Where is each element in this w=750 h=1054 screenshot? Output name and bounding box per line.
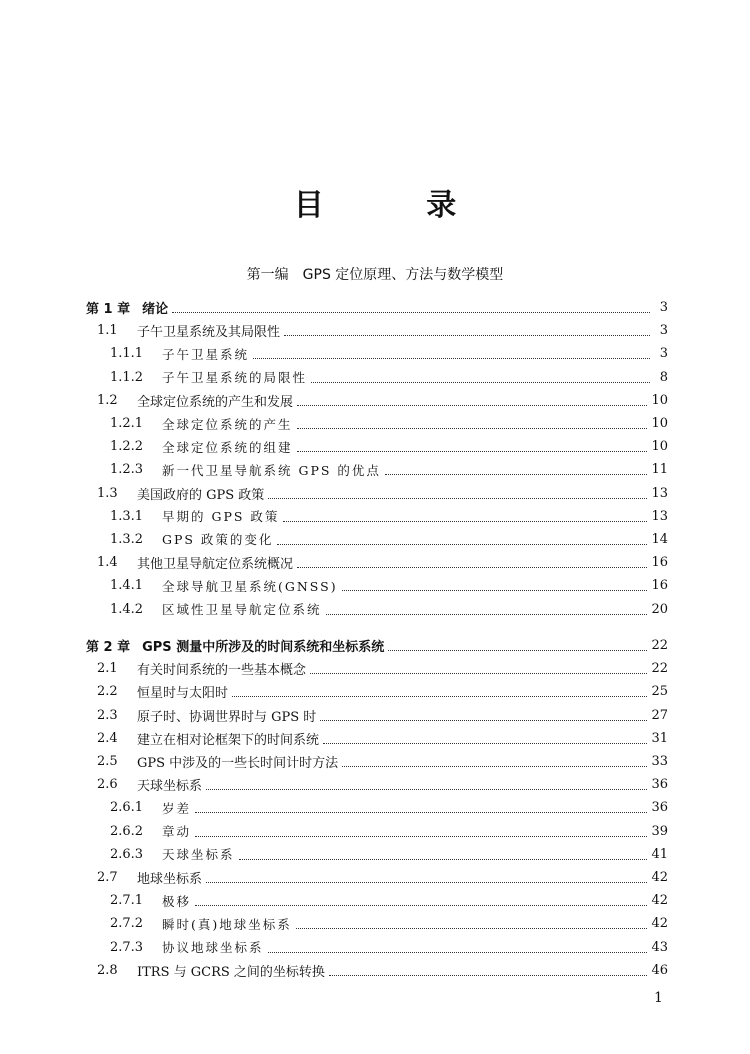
toc-entry[interactable]	[86, 319, 668, 342]
toc-entry-number: 1.2.1	[110, 416, 144, 432]
toc-leader-dots	[195, 905, 647, 906]
toc-entry[interactable]	[86, 727, 668, 750]
toc-entry[interactable]	[86, 389, 668, 412]
toc-entry[interactable]	[86, 597, 668, 620]
toc-leader-dots	[277, 544, 647, 545]
toc-entry-page: 41	[651, 846, 668, 862]
toc-entry-number: 2.6.3	[110, 846, 144, 862]
toc-leader-dots	[284, 335, 650, 336]
toc-entry[interactable]	[86, 935, 668, 958]
toc-leader-dots	[320, 720, 647, 721]
toc-entry-page: 3	[659, 323, 668, 339]
toc-entry-page: 42	[651, 893, 668, 909]
toc-entry-title: 全球定位系统的产生和发展	[137, 394, 294, 410]
toc-entry-title: 天球坐标系	[137, 779, 203, 795]
toc-entry[interactable]	[86, 574, 668, 597]
toc-entry-number: 2.3	[97, 707, 118, 723]
page-number: 1	[654, 990, 663, 1006]
toc-entry-page: 36	[651, 800, 668, 816]
toc-leader-dots	[342, 766, 647, 767]
toc-entry[interactable]	[86, 342, 668, 365]
toc-leader-dots	[310, 673, 647, 674]
toc-entry-number: 1.2.3	[110, 462, 144, 478]
toc-entry[interactable]	[86, 866, 668, 889]
toc-entry-title: GPS 测量中所涉及的时间系统和坐标系统	[142, 640, 385, 656]
toc-entry-number: 1.1.1	[110, 346, 144, 362]
toc-entry[interactable]	[86, 889, 668, 912]
toc-entry-number: 1.1	[97, 323, 118, 339]
toc-leader-dots	[385, 474, 648, 475]
toc-entry[interactable]	[86, 657, 668, 680]
toc-entry[interactable]	[86, 528, 668, 551]
toc-entry[interactable]	[86, 959, 668, 982]
toc-entry-page: 3	[659, 300, 668, 316]
toc-leader-dots	[195, 812, 647, 813]
toc-leader-dots	[172, 312, 650, 313]
toc-entry-number: 1.3.2	[110, 531, 144, 547]
toc-entry-number: 1.4.1	[110, 578, 144, 594]
toc-leader-dots	[311, 382, 650, 383]
toc-leader-dots	[297, 405, 647, 406]
part-heading: 第一编 GPS 定位原理、方法与数学模型	[246, 267, 504, 283]
toc-leader-dots	[297, 428, 648, 429]
toc-entry-title: 美国政府的 GPS 政策	[137, 487, 265, 503]
toc-entry-page: 8	[659, 369, 668, 385]
toc-entry-number: 1.2	[97, 392, 118, 408]
toc-entry-page: 39	[651, 823, 668, 839]
toc-leader-dots	[329, 975, 648, 976]
toc-entry[interactable]	[86, 458, 668, 481]
toc-entry-number: 2.6.2	[110, 823, 144, 839]
toc-entry-title: 全球导航卫星系统(GNSS)	[162, 578, 338, 594]
toc-entry-title: 协议地球坐标系	[162, 940, 264, 956]
toc-leader-dots	[206, 882, 647, 883]
toc-entry[interactable]	[86, 680, 668, 703]
toc-entry[interactable]	[86, 912, 668, 935]
toc-section-1	[86, 296, 668, 621]
toc-entry-number: 2.8	[97, 962, 118, 978]
toc-entry-number: 2.1	[97, 661, 118, 677]
toc-entry[interactable]	[86, 750, 668, 773]
toc-entry-title: 原子时、协调世界时与 GPS 时	[137, 709, 317, 725]
toc-entry-number: 2.6.1	[110, 800, 144, 816]
toc-entry[interactable]	[86, 704, 668, 727]
toc-entry-title: 有关时间系统的一些基本概念	[137, 663, 307, 679]
toc-entry-page: 46	[651, 962, 668, 978]
toc-leader-dots	[342, 590, 648, 591]
toc-entry[interactable]	[86, 296, 668, 319]
toc-entry-page: 36	[651, 777, 668, 793]
toc-entry-title: 章动	[162, 824, 192, 840]
toc-entry-number: 2.7.3	[110, 939, 144, 955]
toc-entry-page: 11	[651, 462, 668, 478]
toc-entry[interactable]	[86, 412, 668, 435]
toc-leader-dots	[323, 743, 647, 744]
toc-entry-number: 1.4.2	[110, 601, 144, 617]
toc-entry-title: 全球定位系统的组建	[162, 439, 293, 455]
toc-leader-dots	[283, 521, 647, 522]
toc-entry[interactable]	[86, 843, 668, 866]
toc-entry[interactable]	[86, 435, 668, 458]
toc-entry-title: 恒星时与太阳时	[137, 686, 229, 702]
toc-entry-number: 2.2	[97, 684, 118, 700]
toc-entry-page: 33	[651, 754, 668, 770]
toc-entry-page: 16	[651, 555, 668, 571]
toc-entry[interactable]	[86, 505, 668, 528]
toc-entry-number: 2.5	[97, 754, 118, 770]
toc-entry-number: 1.3.1	[110, 508, 144, 524]
toc-entry-page: 43	[651, 939, 668, 955]
toc-entry-title: 全球定位系统的产生	[162, 416, 293, 432]
toc-entry[interactable]	[86, 366, 668, 389]
toc-entry-title: 建立在相对论框架下的时间系统	[137, 732, 320, 748]
toc-entry-page: 10	[651, 416, 668, 432]
toc-entry-number: 2.7.2	[110, 916, 144, 932]
toc-entry-number: 1.4	[97, 555, 118, 571]
toc-entry-page: 13	[651, 485, 668, 501]
toc-entry-page: 22	[651, 638, 668, 654]
toc-entry-page: 10	[651, 439, 668, 455]
toc-entry-title: 区域性卫星导航定位系统	[162, 602, 322, 618]
toc-leader-dots	[297, 451, 648, 452]
toc-leader-dots	[296, 928, 648, 929]
toc-entry-page: 3	[659, 346, 668, 362]
toc-entry[interactable]	[86, 634, 668, 657]
toc-entry-number: 2.7.1	[110, 893, 144, 909]
toc-leader-dots	[268, 952, 648, 953]
toc-entry[interactable]	[86, 551, 668, 574]
toc-entry-number: 2.6	[97, 777, 118, 793]
toc-entry-title: 极移	[162, 893, 192, 909]
toc-entry[interactable]	[86, 796, 668, 819]
toc-entry-title: 其他卫星导航定位系统概况	[137, 557, 294, 573]
toc-leader-dots	[253, 358, 650, 359]
toc-entry-page: 22	[651, 661, 668, 677]
toc-entry-title: 绪论	[142, 302, 169, 318]
toc-entry[interactable]	[86, 482, 668, 505]
toc-entry-page: 42	[651, 916, 668, 932]
toc-leader-dots	[239, 859, 648, 860]
toc-entry-title: 子午卫星系统的局限性	[162, 370, 308, 386]
toc-entry-number: 1.2.2	[110, 439, 144, 455]
toc-leader-dots	[326, 614, 648, 615]
toc-entry-title: 子午卫星系统及其局限性	[137, 325, 281, 341]
toc-entry-title: 早期的 GPS 政策	[162, 509, 280, 525]
toc-entry-page: 16	[651, 578, 668, 594]
toc-leader-dots	[297, 567, 647, 568]
toc-entry-number: 2.7	[97, 869, 118, 885]
toc-entry-page: 42	[651, 869, 668, 885]
toc-entry-title: 子午卫星系统	[162, 346, 250, 362]
toc-leader-dots	[195, 836, 647, 837]
toc-entry-number: 第 2 章	[86, 640, 131, 656]
toc-entry-page: 14	[651, 531, 668, 547]
toc-entry-number: 2.4	[97, 730, 118, 746]
page-title: 目 录	[293, 188, 503, 223]
toc-entry-page: 31	[651, 730, 668, 746]
toc-entry-page: 25	[651, 684, 668, 700]
toc-entry-title: GPS 中涉及的一些长时间计时方法	[137, 756, 339, 772]
toc-entry-page: 27	[651, 707, 668, 723]
toc-entry-number: 第 1 章	[86, 302, 131, 318]
toc-section-2	[86, 634, 668, 982]
toc-leader-dots	[268, 498, 647, 499]
toc-entry-page: 20	[651, 601, 668, 617]
toc-entry-title: GPS 政策的变化	[162, 532, 274, 548]
toc-entry-title: 天球坐标系	[162, 847, 235, 863]
toc-leader-dots	[388, 650, 647, 651]
toc-entry-page: 10	[651, 392, 668, 408]
toc-entry-number: 1.1.2	[110, 369, 144, 385]
toc-leader-dots	[232, 696, 647, 697]
toc-entry-number: 1.3	[97, 485, 118, 501]
toc-entry-title: 地球坐标系	[137, 871, 203, 887]
toc-leader-dots	[206, 789, 647, 790]
toc-entry-title: ITRS 与 GCRS 之间的坐标转换	[137, 964, 325, 980]
toc-entry-title: 瞬时(真)地球坐标系	[162, 916, 292, 932]
toc-entry[interactable]	[86, 773, 668, 796]
toc-entry-page: 13	[651, 508, 668, 524]
toc-entry-title: 新一代卫星导航系统 GPS 的优点	[162, 462, 381, 478]
toc-entry[interactable]	[86, 820, 668, 843]
toc-entry-title: 岁差	[162, 800, 192, 816]
